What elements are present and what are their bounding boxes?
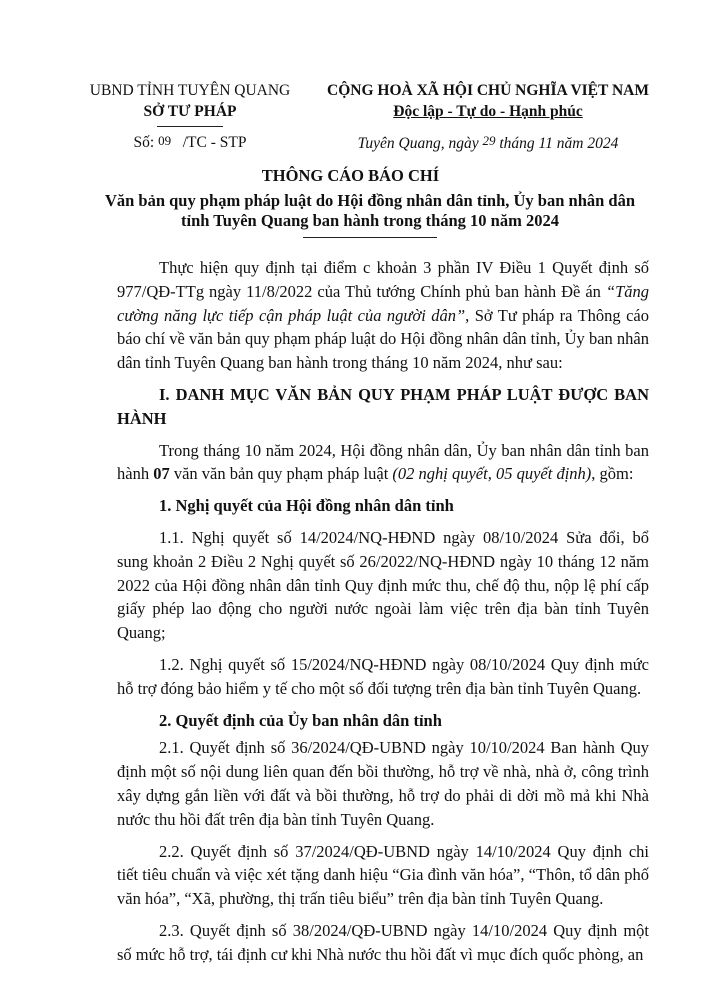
section-1-heading: I. DANH MỤC VĂN BẢN QUY PHẠM PHÁP LUẬT ĐƯỢC BAN HÀNH bbox=[117, 384, 649, 428]
summary-breakdown: (02 nghị quyết, 05 quyết định) bbox=[392, 464, 592, 484]
issuer-divider bbox=[157, 126, 223, 127]
date-suffix: tháng 11 năm 2024 bbox=[499, 135, 619, 152]
document-title: THÔNG CÁO BÁO CHÍ bbox=[261, 166, 440, 185]
subsection-1-heading: 1. Nghị quyết của Hội đồng nhân dân tỉnh bbox=[159, 496, 454, 516]
issuer-department: SỞ TƯ PHÁP bbox=[143, 103, 237, 120]
summary-text-2: văn văn bản quy phạm pháp luật bbox=[169, 464, 393, 484]
list-item: 1.2. Nghị quyết số 15/2024/NQ-HĐND ngày 08/10/2024 Quy định mức hỗ trợ đóng bảo hiểm y tế cho một số đối tượng trên địa bàn tỉnh Tuyên Quang. bbox=[117, 654, 649, 698]
nation-title: CỘNG HOÀ XÃ HỘI CHỦ NGHĨA VIỆT NAM bbox=[327, 82, 649, 99]
date-day: 29 bbox=[482, 133, 496, 148]
list-item: 2.3. Quyết định số 38/2024/QĐ-UBND ngày 14/10/2024 Quy định một số mức hỗ trợ, tái định cư khi Nhà nước thu hồi đất vì mục đích quốc phòng, an bbox=[117, 920, 649, 964]
summary-text: Trong tháng 10 năm 2024, Hội đồng nhân dân, Ủy ban nhân dân tỉnh ban hành bbox=[117, 440, 649, 484]
document-count: 07 bbox=[153, 464, 170, 484]
subsection-2-heading: 2. Quyết định của Ủy ban nhân dân tỉnh bbox=[159, 710, 442, 730]
section-1-summary bbox=[117, 439, 649, 487]
intro-text: Thực hiện quy định tại điểm c khoản 3 phần IV Điều 1 Quyết định số 977/QĐ-TTg ngày 11/8/2022 của Thủ tướng Chính phủ ban hành Đề án bbox=[117, 258, 649, 301]
issuer-block bbox=[70, 80, 310, 127]
doc-no-label: Số: bbox=[133, 134, 155, 151]
document-number bbox=[70, 133, 310, 152]
doc-no-suffix: /TC - STP bbox=[182, 134, 247, 151]
list-item: 2.1. Quyết định số 36/2024/QĐ-UBND ngày 10/10/2024 Ban hành Quy định một số nội dung liên quan đến bồi thường, hỗ trợ về nhà, nhà ở, công trình xây dựng gắn liền với đất và bồi thường, hỗ trợ do phải di dời mồ mả khi Nhà nước thu hồi đất trên địa bàn tỉnh Tuyên Quang. bbox=[117, 738, 649, 829]
project-name: “Tăng cường năng lực tiếp cận pháp luật của người dân” bbox=[117, 281, 649, 325]
date-line bbox=[318, 133, 658, 153]
summary-text-3: , gồm: bbox=[591, 464, 634, 484]
issuer-agency: UBND TỈNH TUYÊN QUANG bbox=[89, 82, 291, 99]
subtitle-divider bbox=[303, 237, 437, 238]
list-item: 1.1. Nghị quyết số 14/2024/NQ-HĐND ngày 08/10/2024 Sửa đổi, bổ sung khoản 2 Điều 2 Nghị quyết số 26/2022/NQ-HĐND ngày 10 tháng 12 năm 2022 của Hội đồng nhân dân tỉnh Quy định mức thu, chế độ thu, nộp lệ phí cấp giấy phép lao động cho người nước ngoài làm việc trên địa bàn tỉnh Tuyên Quang; bbox=[117, 527, 649, 643]
subtitle-text: Văn bản quy phạm pháp luật do Hội đồng nhân dân tỉnh, Ủy ban nhân dân tỉnh Tuyên Quang ban hành trong tháng 10 năm 2024 bbox=[104, 191, 636, 230]
list-item: 2.2. Quyết định số 37/2024/QĐ-UBND ngày 14/10/2024 Quy định chi tiết tiêu chuẩn và việc xét tặng danh hiệu “Gia đình văn hóa”, “Thôn, tổ dân phố văn hóa”, “Xã, phường, thị trấn tiêu biểu” trên địa bàn tỉnh Tuyên Quang. bbox=[117, 841, 649, 909]
national-motto: Độc lập - Tự do - Hạnh phúc bbox=[393, 103, 583, 120]
intro-paragraph bbox=[117, 256, 649, 375]
document-body bbox=[117, 256, 649, 967]
doc-no-value: 09 bbox=[158, 133, 172, 148]
date-prefix: Tuyên Quang, ngày bbox=[357, 135, 479, 152]
document-subtitle bbox=[100, 191, 640, 238]
national-header bbox=[318, 80, 658, 122]
intro-text-continued: , Sở Tư pháp ra Thông cáo báo chí về văn bản quy phạm pháp luật do Hội đồng nhân dân tỉnh, Ủy ban nhân dân tỉnh Tuyên Quang ban hành trong tháng 10 năm 2024, như sau: bbox=[117, 305, 649, 373]
